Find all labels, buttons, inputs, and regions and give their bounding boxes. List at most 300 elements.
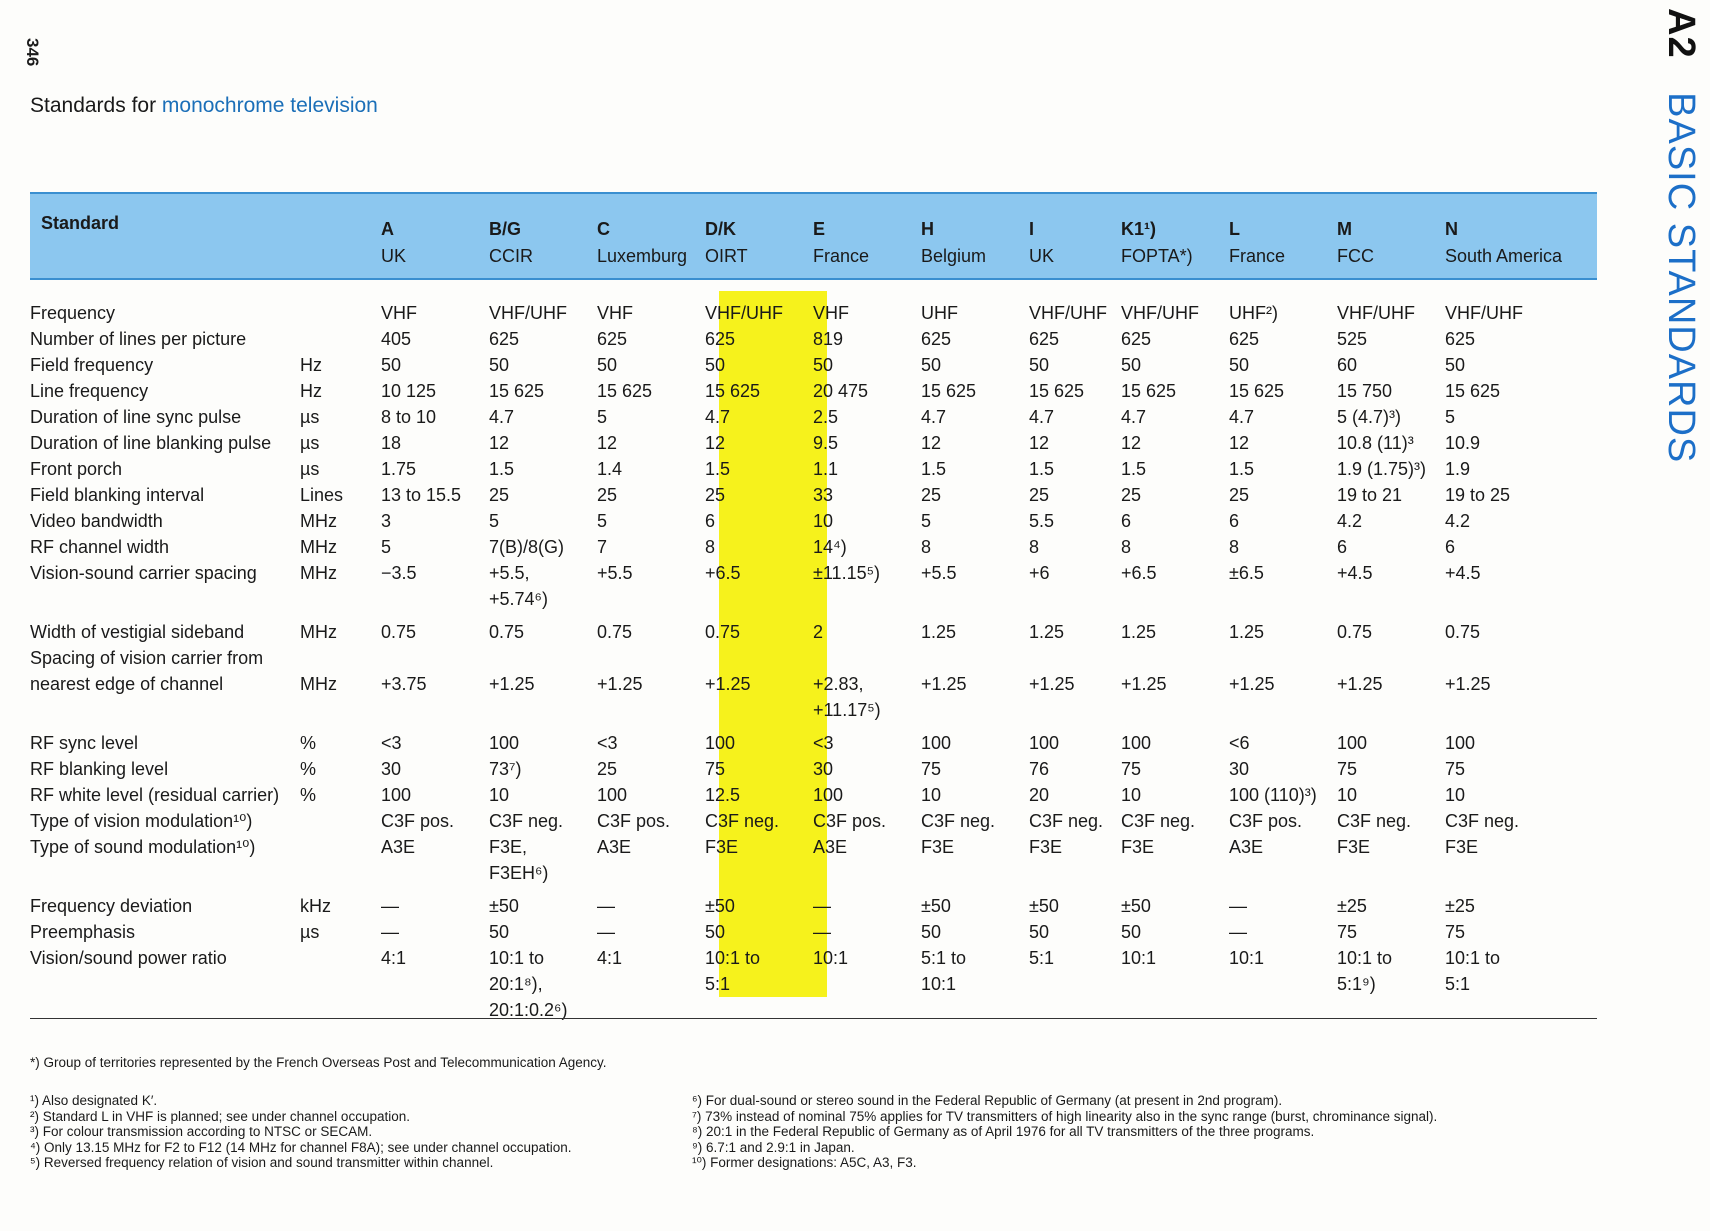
row-value-continued: [597, 697, 705, 723]
footnote: ⁶) For dual-sound or stereo sound in the Federal Republic of Germany (at present in 2nd program).: [692, 1093, 1283, 1108]
row-value: 1.9: [1445, 459, 1471, 479]
row-value: —: [597, 896, 615, 916]
row-value: 10: [813, 511, 834, 531]
row-value: A3E: [1229, 837, 1264, 857]
row-value: 10:1 to: [1337, 948, 1393, 968]
column-header: [1229, 192, 1337, 294]
row-value: 5 (4.7)³): [1337, 407, 1402, 427]
row-value: 625: [921, 329, 952, 349]
row-label: RF sync level: [30, 733, 139, 753]
row-value: 10: [921, 785, 942, 805]
row-value: 7(B)/8(G): [489, 537, 565, 557]
row-value-continued: [705, 697, 813, 723]
row-value-continued: [813, 997, 921, 1023]
row-value-continued: [1337, 997, 1445, 1023]
row-unit: MHz: [300, 622, 337, 642]
row-value: [1029, 645, 1121, 671]
column-origin: UK: [1029, 246, 1055, 266]
row-value: 75: [1337, 922, 1358, 942]
table-row: [30, 404, 1576, 430]
row-value-continued: [381, 997, 489, 1023]
row-label: RF white level (residual carrier): [30, 785, 280, 805]
row-value: 4.7: [1229, 407, 1255, 427]
row-value-continued: [1445, 997, 1576, 1023]
row-value: VHF/UHF: [705, 303, 783, 323]
row-value: +1.25: [1337, 674, 1383, 694]
row-value: 10:1 to: [1445, 948, 1501, 968]
section-title: BASIC STANDARDS: [1660, 92, 1702, 464]
row-value: 30: [1229, 759, 1250, 779]
row-value: 525: [1337, 329, 1368, 349]
row-unit: [300, 834, 381, 860]
row-value-continued: [381, 860, 489, 886]
row-value: 8: [921, 537, 932, 557]
row-value: +6.5: [705, 563, 741, 583]
row-unit: µs: [300, 922, 320, 942]
column-origin: CCIR: [489, 246, 533, 266]
row-value: 50: [705, 355, 726, 375]
row-value: 405: [381, 329, 412, 349]
row-value: ±6.5: [1229, 563, 1264, 583]
footnote: ³) For colour transmission according to NTSC or SECAM.: [30, 1124, 373, 1139]
row-value: 6: [1337, 537, 1348, 557]
row-value: A3E: [381, 837, 416, 857]
footnote-territories: *) Group of territories represented by the French Overseas Post and Telecommunication Agency.: [30, 1055, 607, 1070]
column-header: [381, 192, 489, 294]
empty-cell: [300, 697, 381, 723]
table-row-continuation: [30, 697, 1576, 723]
row-label: Field blanking interval: [30, 485, 205, 505]
footnote: ⁷) 73% instead of nominal 75% applies for TV transmitters of high linearity also in the sync range (burst, chrominance signal).: [692, 1108, 1438, 1124]
row-value-continued: [813, 860, 921, 886]
row-value: 75: [1121, 759, 1142, 779]
row-value: C3F pos.: [381, 811, 455, 831]
row-value: 50: [1121, 922, 1142, 942]
row-value: 1.75: [381, 459, 417, 479]
row-value-continued: [381, 586, 489, 612]
row-value: <6: [1229, 733, 1250, 753]
empty-cell: [30, 697, 300, 723]
row-label: RF blanking level: [30, 759, 169, 779]
table-row: [30, 834, 1576, 860]
row-value: 14⁴): [813, 537, 847, 557]
row-value: ±50: [921, 896, 951, 916]
row-label: Duration of line blanking pulse: [30, 433, 272, 453]
row-value-continued: [1229, 860, 1337, 886]
row-label: Width of vestigial sideband: [30, 622, 245, 642]
row-value: 1.25: [1121, 622, 1157, 642]
table-row: [30, 612, 1576, 645]
row-value: <3: [381, 733, 402, 753]
row-value: 12: [705, 433, 726, 453]
row-value-continued: [597, 586, 705, 612]
row-value: [1229, 645, 1337, 671]
row-value-continued: [1229, 997, 1337, 1023]
column-code: N: [1445, 219, 1458, 239]
row-label: Front porch: [30, 459, 123, 479]
row-value: —: [1229, 922, 1247, 942]
row-unit: µs: [300, 407, 320, 427]
row-value: 50: [1121, 355, 1142, 375]
row-value: 0.75: [597, 622, 633, 642]
row-value: 25: [489, 485, 510, 505]
row-value: 75: [921, 759, 942, 779]
table-row: [30, 294, 1576, 326]
row-value: 1.5: [1029, 459, 1055, 479]
row-value: +2.83,: [813, 674, 864, 694]
row-value: 625: [705, 329, 736, 349]
row-value: [813, 645, 921, 671]
row-value-continued: [921, 586, 1029, 612]
row-value: C3F neg.: [1337, 811, 1412, 831]
row-value: 625: [1229, 329, 1260, 349]
row-value: 0.75: [1337, 622, 1373, 642]
row-value-continued: 20:1⁸),: [489, 974, 543, 994]
row-value: C3F neg.: [705, 811, 780, 831]
row-unit: MHz: [300, 563, 337, 583]
row-value: —: [597, 922, 615, 942]
row-value: 50: [381, 355, 402, 375]
row-value: A3E: [813, 837, 848, 857]
table-row: [30, 919, 1576, 945]
row-value: 819: [813, 329, 844, 349]
row-unit: [300, 645, 381, 671]
column-origin: FOPTA*): [1121, 246, 1193, 266]
row-value: 12: [1121, 433, 1142, 453]
row-value: 1.5: [921, 459, 947, 479]
row-value: 50: [1029, 355, 1050, 375]
row-value: 60: [1337, 355, 1358, 375]
row-value: 10:1: [813, 948, 849, 968]
row-value: +5.5: [921, 563, 957, 583]
row-value: 20: [1029, 785, 1050, 805]
row-value: [1337, 645, 1445, 671]
row-value: 5:1 to: [921, 948, 967, 968]
row-unit: Hz: [300, 355, 322, 375]
row-value-continued: [705, 997, 813, 1023]
row-value-continued: [1337, 586, 1445, 612]
table-row: [30, 645, 1576, 671]
footnote: ¹⁰) Former designations: A5C, A3, F3.: [692, 1155, 917, 1170]
row-label: Vision/sound power ratio: [30, 948, 227, 968]
row-unit: µs: [300, 459, 320, 479]
row-value: 9.5: [813, 433, 839, 453]
row-value: +5.5,: [489, 563, 530, 583]
row-value: 19 to 21: [1337, 485, 1403, 505]
row-value: 15 625: [1445, 381, 1501, 401]
row-label: Number of lines per picture: [30, 329, 247, 349]
row-value: 33: [813, 485, 834, 505]
row-value: 50: [921, 922, 942, 942]
row-value: 5:1: [1029, 948, 1055, 968]
row-value: 25: [705, 485, 726, 505]
row-value: 6: [1121, 511, 1132, 531]
row-value: F3E: [705, 837, 739, 857]
row-value: [597, 645, 705, 671]
row-unit: kHz: [300, 896, 331, 916]
row-value: 100: [921, 733, 952, 753]
row-value-continued: [705, 586, 813, 612]
empty-cell: [30, 586, 300, 612]
row-value: 25: [597, 759, 618, 779]
row-value: 8: [705, 537, 716, 557]
row-label: Type of vision modulation¹⁰): [30, 811, 253, 831]
row-value-continued: [1029, 697, 1121, 723]
row-value: 10:1: [1229, 948, 1265, 968]
row-label: Vision-sound carrier spacing: [30, 563, 257, 583]
row-value: 100: [813, 785, 844, 805]
row-value: ±50: [489, 896, 519, 916]
row-value: F3E: [921, 837, 955, 857]
row-value: 0.75: [489, 622, 525, 642]
row-value: C3F neg.: [489, 811, 564, 831]
row-value: 15 750: [1337, 381, 1393, 401]
row-value: 4.7: [1029, 407, 1055, 427]
row-value: 2.5: [813, 407, 839, 427]
row-value: 6: [705, 511, 716, 531]
column-code: L: [1229, 219, 1240, 239]
row-value: 1.4: [597, 459, 623, 479]
row-value: C3F neg.: [921, 811, 996, 831]
row-value: 4.7: [1121, 407, 1147, 427]
column-origin: Belgium: [921, 246, 987, 266]
row-value: 7: [597, 537, 608, 557]
row-value: +3.75: [381, 674, 427, 694]
footnote: ⁹) 6.7:1 and 2.9:1 in Japan.: [692, 1139, 855, 1155]
row-value-continued: [1337, 860, 1445, 886]
column-origin: France: [1229, 246, 1286, 266]
row-value: 1.9 (1.75)³): [1337, 459, 1427, 479]
row-value: +1.25: [705, 674, 751, 694]
row-value-continued: 5:1: [1445, 974, 1471, 994]
row-value-continued: [1445, 586, 1576, 612]
row-value: 100: [1337, 733, 1368, 753]
table-row: [30, 886, 1576, 919]
row-value-continued: [813, 586, 921, 612]
column-code: D/K: [705, 219, 736, 239]
section-code: A2: [1660, 8, 1702, 59]
table-row-continuation: [30, 971, 1576, 997]
row-value: 100: [705, 733, 736, 753]
row-value: +1.25: [489, 674, 535, 694]
row-value-continued: [1029, 860, 1121, 886]
title-prefix: Standards for: [30, 94, 162, 117]
footnote: ¹) Also designated K′.: [30, 1093, 158, 1108]
row-value: 75: [705, 759, 726, 779]
row-value: 12.5: [705, 785, 741, 805]
row-value: 4.2: [1445, 511, 1471, 531]
row-value: 25: [597, 485, 618, 505]
table-row: [30, 534, 1576, 560]
row-value: +1.25: [1229, 674, 1275, 694]
row-value: 5: [381, 537, 392, 557]
row-value-continued: +5.74⁶): [489, 589, 548, 609]
row-value: −3.5: [381, 563, 417, 583]
row-label: Field frequency: [30, 355, 154, 375]
row-value: 25: [1121, 485, 1142, 505]
row-value-continued: [489, 697, 597, 723]
row-value: 0.75: [1445, 622, 1481, 642]
column-code: K1¹): [1121, 219, 1156, 239]
row-value: ±50: [1029, 896, 1059, 916]
row-value: —: [813, 922, 831, 942]
row-value: +6: [1029, 563, 1050, 583]
row-value-continued: [597, 971, 705, 997]
row-label: Frequency deviation: [30, 896, 193, 916]
row-value: F3E: [1445, 837, 1479, 857]
row-value-continued: [1445, 860, 1576, 886]
row-value: 3: [381, 511, 392, 531]
column-header: [813, 192, 921, 294]
footnotes-right: [692, 1093, 1437, 1171]
row-value: 19 to 25: [1445, 485, 1511, 505]
row-value: 50: [489, 922, 510, 942]
row-value: 8: [1229, 537, 1240, 557]
table-row: [30, 723, 1576, 756]
row-value: 50: [813, 355, 834, 375]
row-value: 100: [597, 785, 628, 805]
row-value: 10.8 (11)³: [1337, 433, 1414, 453]
row-value: +1.25: [1121, 674, 1167, 694]
row-value: 50: [1229, 355, 1250, 375]
row-value: UHF²): [1229, 303, 1278, 323]
row-value: 5: [597, 407, 608, 427]
footnote: ⁴) Only 13.15 MHz for F2 to F12 (14 MHz for channel F8A); see under channel occupation.: [30, 1139, 572, 1155]
empty-cell: [300, 997, 381, 1023]
standards-table: [30, 192, 1576, 1023]
column-header: [1337, 192, 1445, 294]
row-unit: [300, 294, 381, 326]
row-value: 15 625: [489, 381, 545, 401]
row-value-continued: [381, 697, 489, 723]
row-value-continued: 5:1: [705, 974, 731, 994]
page-title: [30, 94, 378, 118]
row-value: C3F neg.: [1121, 811, 1196, 831]
row-value: 25: [1029, 485, 1050, 505]
table-row: [30, 430, 1576, 456]
row-unit: MHz: [300, 537, 337, 557]
row-value: 4.7: [489, 407, 515, 427]
row-value: 1.25: [1029, 622, 1065, 642]
row-value: C3F pos.: [813, 811, 887, 831]
row-label: Video bandwidth: [30, 511, 163, 531]
row-value: VHF/UHF: [489, 303, 567, 323]
row-value: 10.9: [1445, 433, 1481, 453]
table-row: [30, 560, 1576, 586]
row-value: 625: [1029, 329, 1060, 349]
row-unit: %: [300, 733, 317, 753]
row-value: C3F pos.: [597, 811, 671, 831]
row-unit: [300, 945, 381, 971]
row-value-continued: [1121, 971, 1229, 997]
row-value: 50: [705, 922, 726, 942]
row-value: 8: [1029, 537, 1040, 557]
row-value: 18: [381, 433, 402, 453]
row-value: 15 625: [921, 381, 977, 401]
column-header: [1121, 192, 1229, 294]
table-row-continuation: [30, 586, 1576, 612]
row-value: <3: [813, 733, 834, 753]
row-value: 8: [1121, 537, 1132, 557]
column-header: [489, 192, 597, 294]
row-value: 10:1: [1121, 948, 1157, 968]
row-unit: MHz: [300, 674, 337, 694]
row-value: C3F neg.: [1445, 811, 1520, 831]
row-value: 1.25: [1229, 622, 1265, 642]
table-body: [30, 294, 1576, 1023]
standard-header: Standard: [41, 213, 120, 233]
row-value: 8 to 10: [381, 407, 437, 427]
row-value-continued: [1229, 697, 1337, 723]
row-value: 1.25: [921, 622, 957, 642]
footnote: ⁸) 20:1 in the Federal Republic of Germany as of April 1976 for all TV transmitters of the three programs.: [692, 1124, 1315, 1139]
column-origin: Luxemburg: [597, 246, 688, 266]
row-value: 4:1: [597, 948, 623, 968]
row-value: +1.25: [921, 674, 967, 694]
table-row-continuation: [30, 997, 1576, 1023]
row-value: 12: [921, 433, 942, 453]
table-row: [30, 378, 1576, 404]
footnote: ⁵) Reversed frequency relation of vision and sound transmitter within channel.: [30, 1155, 494, 1170]
row-label: nearest edge of channel: [30, 674, 224, 694]
row-value: 13 to 15.5: [381, 485, 462, 505]
row-value: F3E: [1121, 837, 1155, 857]
row-value: 1.5: [489, 459, 515, 479]
row-value: C3F pos.: [1229, 811, 1303, 831]
header-row: [30, 192, 1576, 294]
row-value: ±50: [705, 896, 735, 916]
row-value-continued: F3EH⁶): [489, 863, 549, 883]
row-label: Preemphasis: [30, 922, 136, 942]
row-value-continued: [1029, 586, 1121, 612]
row-value: 0.75: [705, 622, 741, 642]
row-unit: [300, 808, 381, 834]
row-value-continued: [597, 860, 705, 886]
column-code: A: [381, 219, 394, 239]
row-value: 1.1: [813, 459, 839, 479]
row-unit: %: [300, 785, 317, 805]
row-value: ±11.15⁵): [813, 563, 881, 583]
row-value-continued: +11.17⁵): [813, 700, 881, 720]
table-row: [30, 945, 1576, 971]
row-value: 10: [1121, 785, 1142, 805]
footnotes-left: [30, 1093, 572, 1171]
row-value-continued: [1121, 860, 1229, 886]
row-value: [381, 645, 489, 671]
row-unit: %: [300, 759, 317, 779]
column-header: [1445, 192, 1576, 294]
column-origin: OIRT: [705, 246, 748, 266]
row-value: 10: [1337, 785, 1358, 805]
column-header: [1029, 192, 1121, 294]
row-value: [921, 645, 1029, 671]
row-unit: [300, 326, 381, 352]
row-value-continued: 20:1:0.2⁶): [489, 1000, 568, 1020]
row-value: 30: [381, 759, 402, 779]
footnote: ²) Standard L in VHF is planned; see under channel occupation.: [30, 1108, 410, 1124]
table-row-continuation: [30, 860, 1576, 886]
row-value: [1445, 645, 1576, 671]
row-label: Frequency: [30, 303, 116, 323]
row-value-continued: [705, 860, 813, 886]
row-value: VHF: [597, 303, 633, 323]
row-value: 4.7: [705, 407, 731, 427]
row-value: 100: [1029, 733, 1060, 753]
row-value-continued: 5:1⁹): [1337, 974, 1376, 994]
column-code: I: [1029, 219, 1035, 239]
page-number: 346: [23, 38, 42, 67]
row-value-continued: [381, 971, 489, 997]
